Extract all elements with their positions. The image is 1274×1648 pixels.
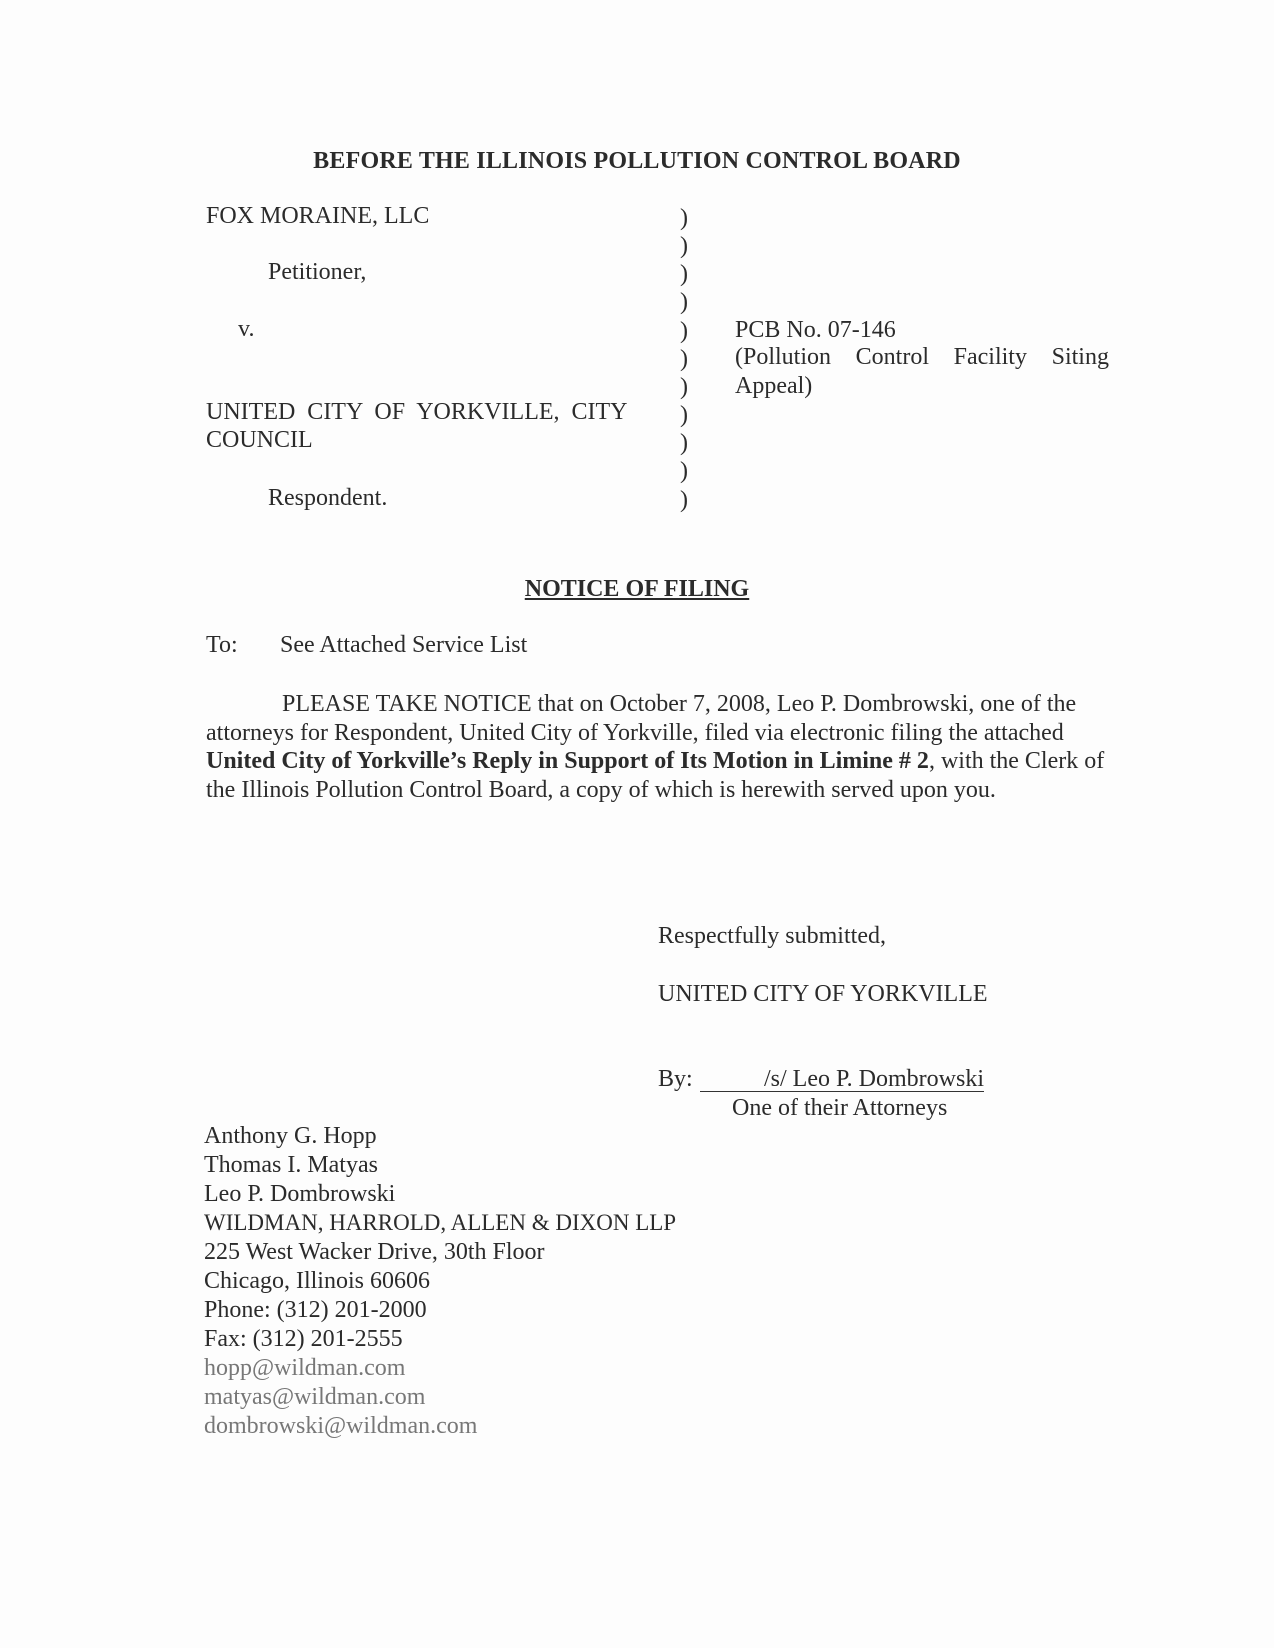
paren: ) <box>680 233 688 259</box>
firm-address-line1: 225 West Wacker Drive, 30th Floor <box>204 1239 545 1265</box>
respondent-name-line1: UNITED CITY OF YORKVILLE, CITY <box>206 399 628 425</box>
paren: ) <box>680 458 688 484</box>
party-name: UNITED CITY OF YORKVILLE <box>658 981 988 1007</box>
paren: ) <box>680 374 688 400</box>
pcb-desc-word: (Pollution <box>735 344 832 370</box>
versus: v. <box>238 316 255 342</box>
attorney-name: Thomas I. Matyas <box>204 1152 378 1178</box>
attorney-name: Anthony G. Hopp <box>204 1123 377 1149</box>
email-link[interactable]: matyas@wildman.com <box>204 1384 426 1410</box>
notice-body-text: PLEASE TAKE NOTICE that on October 7, 2008, Leo P. Dombrowski, one of the attorneys for Respondent, United City of Yorkville, filed via electronic filing the attached <box>206 691 1077 746</box>
to-label: To: <box>206 632 238 658</box>
filed-document-title: United City of Yorkville’s Reply in Support of Its Motion in Limine # 2 <box>206 748 929 774</box>
respondent-name-line2: COUNCIL <box>206 427 313 453</box>
firm-fax: Fax: (312) 201-2555 <box>204 1326 403 1352</box>
paren: ) <box>680 346 688 372</box>
notice-title: NOTICE OF FILING <box>524 576 750 602</box>
petitioner-role: Petitioner, <box>268 259 367 285</box>
pcb-number: PCB No. 07-146 <box>735 317 896 343</box>
board-title: BEFORE THE ILLINOIS POLLUTION CONTROL BOARD <box>313 148 961 174</box>
firm-name: WILDMAN, HARROLD, ALLEN & DIXON LLP <box>204 1210 677 1235</box>
closing: Respectfully submitted, <box>658 923 886 949</box>
paren: ) <box>680 318 688 344</box>
paren: ) <box>680 487 688 513</box>
pcb-desc-word: Control <box>855 344 929 370</box>
notice-body <box>206 690 1106 804</box>
email-link[interactable]: dombrowski@wildman.com <box>204 1413 478 1439</box>
petitioner-name: FOX MORAINE, LLC <box>206 203 430 229</box>
to-value: See Attached Service List <box>280 632 528 658</box>
signer-title: One of their Attorneys <box>732 1095 948 1121</box>
signature-line <box>700 1065 984 1093</box>
paren: ) <box>680 430 688 456</box>
firm-phone: Phone: (312) 201-2000 <box>204 1297 427 1323</box>
paren: ) <box>680 402 688 428</box>
notice-body-text-end: , with the Clerk of the Illinois Pollution Control Board, a copy of which is herewith served upon you. <box>206 748 1105 803</box>
paren: ) <box>680 289 688 315</box>
paren: ) <box>680 261 688 287</box>
respondent-role: Respondent. <box>268 485 388 511</box>
email-link[interactable]: hopp@wildman.com <box>204 1355 406 1381</box>
firm-address-line2: Chicago, Illinois 60606 <box>204 1268 430 1294</box>
attorney-name: Leo P. Dombrowski <box>204 1181 396 1207</box>
pcb-description-line1 <box>735 344 1109 371</box>
pcb-description-line2: Appeal) <box>735 373 813 399</box>
pcb-desc-word: Siting <box>1051 344 1109 370</box>
by-label: By: <box>658 1066 693 1092</box>
signed-name: /s/ Leo P. Dombrowski <box>700 1067 984 1092</box>
paren: ) <box>680 205 688 231</box>
pcb-desc-word: Facility <box>953 344 1027 370</box>
